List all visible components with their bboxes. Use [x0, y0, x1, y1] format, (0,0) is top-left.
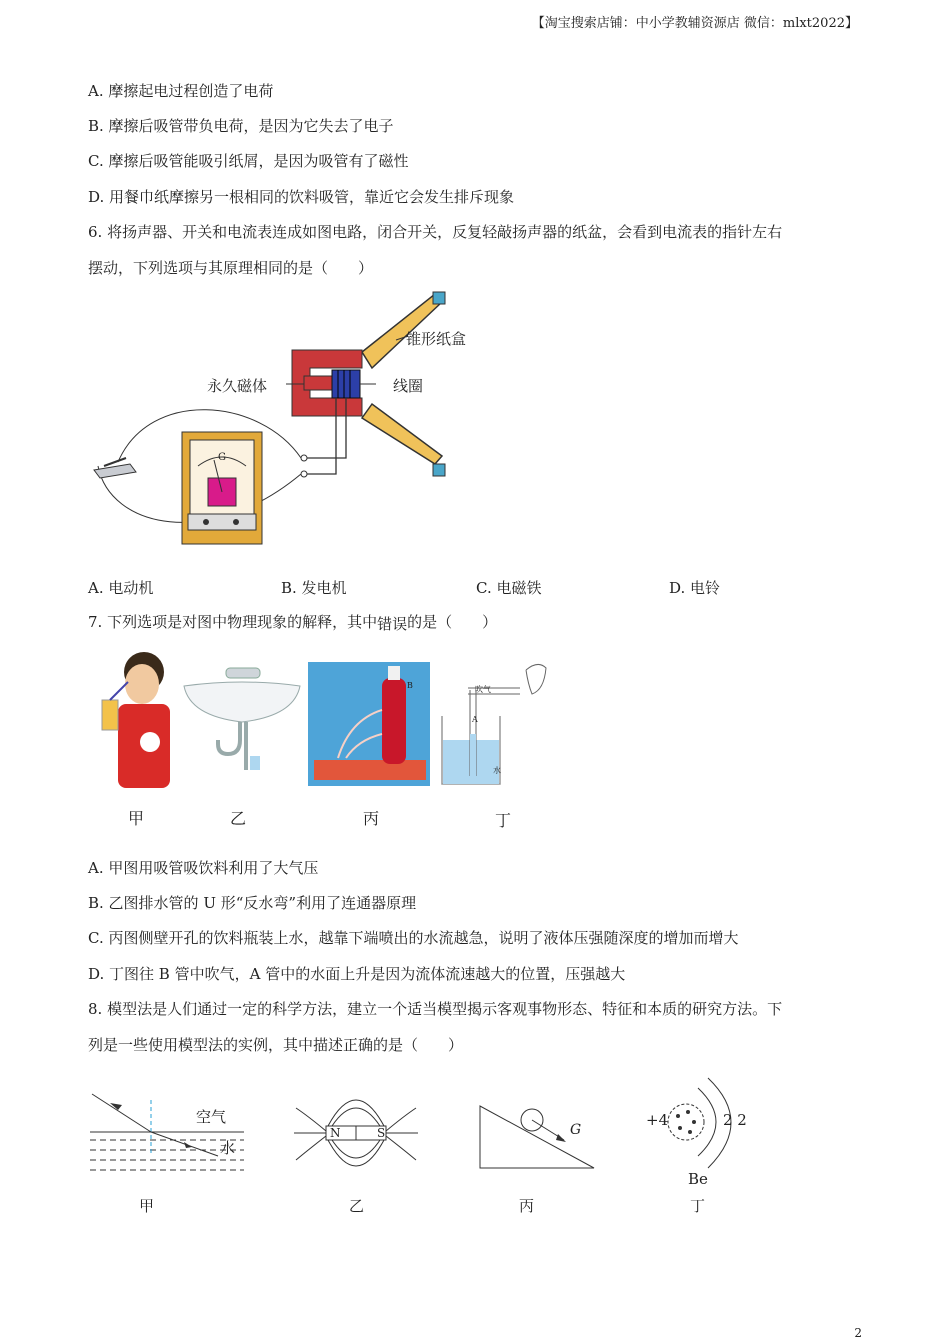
q7-option-d: D. 丁图往 B 管中吹气，A 管中的水面上升是因为流体流速越大的位置，压强越大 — [88, 965, 626, 983]
label-nucleus-charge: +4 — [646, 1111, 669, 1129]
q7-option-b: B. 乙图排水管的 U 形“反水弯”利用了连通器原理 — [88, 894, 417, 912]
q7-stem — [88, 612, 497, 632]
q5-option-d: D. 用餐巾纸摩擦另一根相同的饮料吸管，靠近它会发生排斥现象 — [88, 188, 515, 206]
q7-caption-bing: 丙 — [363, 809, 380, 828]
q8-caption-bing: 丙 — [519, 1197, 535, 1215]
q8-stem-line2: 列是一些使用模型法的实例，其中描述正确的是（ ） — [88, 1036, 464, 1054]
q5-option-a: A. 摩擦起电过程创造了电荷 — [88, 82, 274, 100]
label-galvanometer: G — [218, 452, 226, 463]
label-tube-a: A — [472, 715, 478, 724]
q7-stem-prefix: 7. 下列选项是对图中物理现象的解释，其中 — [88, 613, 378, 631]
q7-stem-emphasis: 错误 — [377, 615, 408, 633]
q7-caption-jia: 甲 — [128, 809, 145, 828]
label-pole-n: N — [330, 1126, 341, 1140]
q7-option-a: A. 甲图用吸管吸饮料利用了大气压 — [88, 859, 319, 877]
q6-stem-line2: 摆动，下列选项与其原理相同的是（ ） — [88, 259, 374, 277]
label-water-beaker: 水 — [493, 766, 501, 775]
q7-figures — [90, 650, 560, 798]
q8-caption-ding: 丁 — [690, 1197, 706, 1215]
label-blow: 吹气 — [475, 685, 491, 694]
q6-option-b: B. 发电机 — [281, 579, 347, 597]
q7-stem-suffix: 的是（ ） — [407, 613, 498, 631]
q7-caption-ding: 丁 — [495, 811, 512, 830]
atom-model-diagram — [668, 1078, 731, 1168]
q8-caption-yi: 乙 — [349, 1197, 365, 1215]
q6-option-d: D. 电铃 — [669, 579, 721, 597]
sink-trap-image — [184, 668, 300, 770]
q7-option-c: C. 丙图侧壁开孔的饮料瓶装上水，越靠下端喷出的水流越急，说明了液体压强随深度的增加而增大 — [88, 929, 739, 947]
q6-stem-line1: 6. 将扬声器、开关和电流表连成如图电路，闭合开关，反复轻敲扬声器的纸盆，会看到电流表的指针左右 — [88, 223, 783, 241]
q6-option-a: A. 电动机 — [88, 579, 154, 597]
header-shop-info: 【淘宝搜索店铺：中小学教辅资源店 微信：mlxt2022】 — [531, 16, 858, 31]
label-cone: 锥形纸盒 — [406, 330, 467, 348]
label-electron-shells: 2 2 — [723, 1111, 747, 1129]
q8-figures — [88, 1076, 758, 1186]
q6-option-c: C. 电磁铁 — [476, 579, 542, 597]
label-tube-b: B — [407, 681, 413, 690]
label-magnet: 永久磁体 — [207, 377, 268, 395]
label-pole-s: S — [377, 1126, 386, 1140]
q8-stem-line1: 8. 模型法是人们通过一定的科学方法，建立一个适当模型揭示客观事物形态、特征和本质的研究方法。下 — [88, 1000, 783, 1018]
label-element: Be — [688, 1170, 708, 1188]
label-gravity: G — [570, 1122, 582, 1138]
q8-caption-jia: 甲 — [139, 1197, 155, 1215]
label-air: 空气 — [196, 1108, 227, 1126]
label-coil: 线圈 — [393, 377, 424, 395]
label-water: 水 — [220, 1139, 236, 1157]
q7-caption-yi: 乙 — [230, 809, 247, 828]
boy-drinking-image — [102, 652, 170, 788]
magnet-field-diagram — [294, 1100, 418, 1166]
q5-option-b: B. 摩擦后吸管带负电荷，是因为它失去了电子 — [88, 117, 394, 135]
q5-option-c: C. 摩擦后吸管能吸引纸屑，是因为吸管有了磁性 — [88, 152, 409, 170]
page-number: 2 — [854, 1326, 862, 1340]
